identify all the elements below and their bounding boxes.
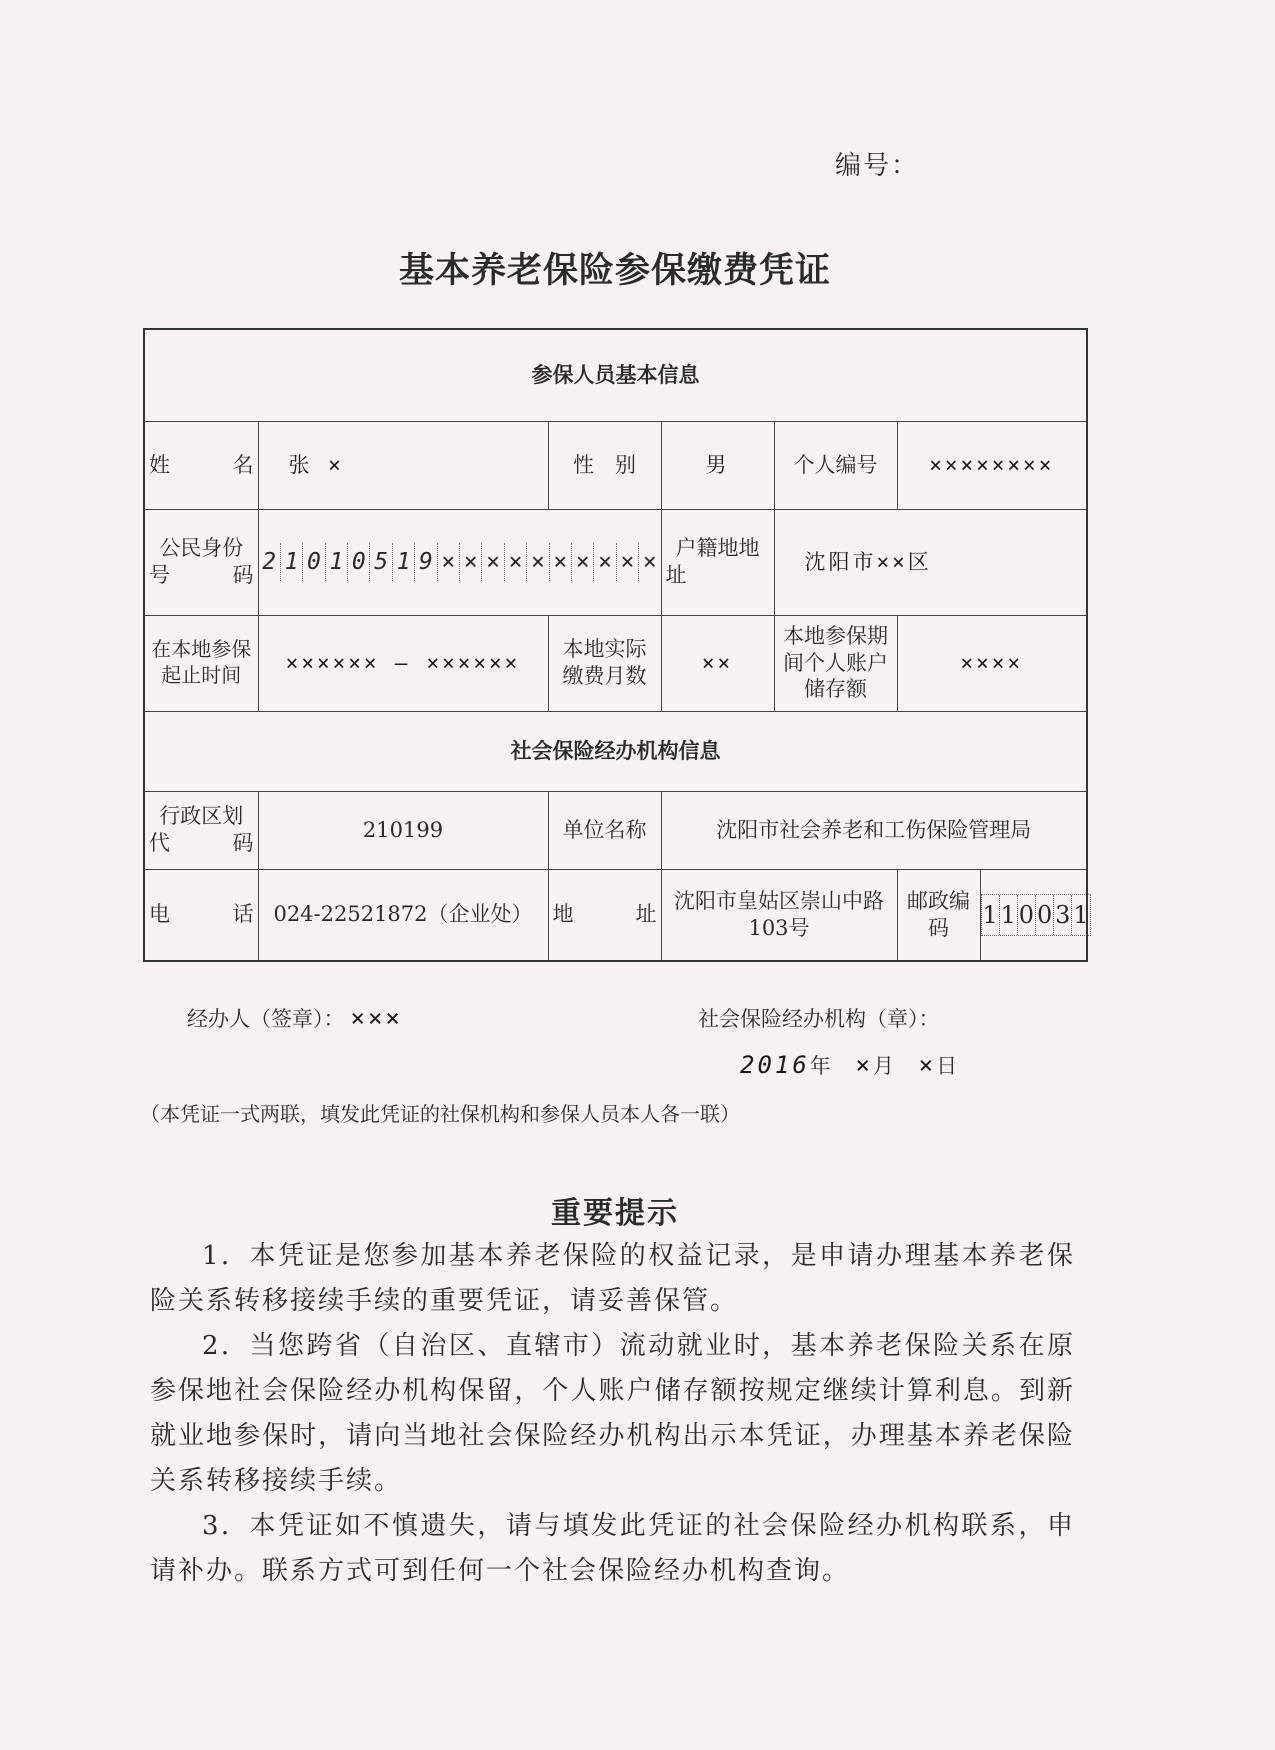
serial-number-label: 编号： <box>835 151 920 181</box>
agency-seal-label: 社会保险经办机构（章）： <box>698 1007 940 1031</box>
date-month: × <box>855 1051 873 1079</box>
section-personal-heading: 参保人员基本信息 <box>144 329 1087 421</box>
phone-label: 电 话 <box>144 869 258 961</box>
postal-digit: 1 <box>1000 895 1018 935</box>
section-agency-heading: 社会保险经办机构信息 <box>144 711 1087 791</box>
notice-body <box>150 1234 1075 1594</box>
day-label: 日 <box>936 1054 958 1078</box>
postal-digit: 1 <box>982 895 1000 935</box>
notice-item: 1．本凭证是您参加基本养老保险的权益记录，是申请办理基本养老保险关系转移接续手续的重要凭证，请妥善保管。 <box>150 1241 1075 1316</box>
household-address-label: 户籍地地 址 <box>661 509 774 615</box>
id-digit: 1 <box>393 543 415 581</box>
date-day: × <box>918 1051 937 1079</box>
postal-digit-boxes <box>981 894 1091 936</box>
id-digit: × <box>617 543 639 581</box>
id-digit: 0 <box>303 543 325 581</box>
personal-no-value: ×××××××× <box>897 421 1087 509</box>
months-value: ×× <box>661 615 774 711</box>
notice-title: 重要提示 <box>551 1196 679 1231</box>
name-value: 张 × <box>258 421 548 509</box>
id-digit: 1 <box>281 543 303 581</box>
address-label: 地 址 <box>548 869 661 961</box>
id-number-label: 公民身份号 码 <box>144 509 258 615</box>
account-balance-label: 本地参保期间个人账户储存额 <box>774 615 897 711</box>
postal-digit: 1 <box>1073 900 1089 929</box>
account-balance-value: ×××× <box>897 615 1087 711</box>
unit-name-value: 沈阳市社会养老和工伤保险管理局 <box>661 791 1087 869</box>
id-digit: 2 <box>259 543 281 581</box>
date-year: 2016 <box>740 1051 810 1079</box>
postal-digit: 0 <box>1018 895 1036 935</box>
handler-label: 经办人（签章）： <box>187 1007 345 1031</box>
postal-code-value <box>980 869 1087 961</box>
id-digit: × <box>642 549 657 575</box>
gender-value: 男 <box>661 421 774 509</box>
id-digit: × <box>572 543 594 581</box>
name-label: 姓 名 <box>144 421 258 509</box>
postal-code-label: 邮政编码 <box>897 869 980 961</box>
household-address-value: 沈阳市××区 <box>774 509 1087 615</box>
id-digit: × <box>438 543 460 581</box>
id-digit: 1 <box>326 543 348 581</box>
month-label: 月 <box>872 1054 894 1078</box>
id-digit: × <box>550 543 572 581</box>
postal-digit: 3 <box>1054 895 1072 935</box>
admin-code-value: 210199 <box>258 791 548 869</box>
personal-no-label: 个人编号 <box>774 421 897 509</box>
id-digit: × <box>482 543 504 581</box>
period-label: 在本地参保起止时间 <box>144 615 258 711</box>
id-digit: 0 <box>348 543 370 581</box>
id-number-value <box>258 509 661 615</box>
notice-item: 3．本凭证如不慎遗失，请与填发此凭证的社会保险经办机构联系，申请补办。联系方式可到任何一个社会保险经办机构查询。 <box>150 1511 1075 1586</box>
id-digit: 5 <box>370 543 392 581</box>
gender-label: 性 别 <box>548 421 661 509</box>
id-digit: × <box>594 543 616 581</box>
months-label: 本地实际缴费月数 <box>548 615 661 711</box>
id-digit: × <box>460 543 482 581</box>
year-label: 年 <box>809 1054 831 1078</box>
unit-name-label: 单位名称 <box>548 791 661 869</box>
notice-item: 2．当您跨省（自治区、直辖市）流动就业时，基本养老保险关系在原参保地社会保险经办机构保留，个人账户储存额按规定继续计算利息。到新就业地参保时，请向当地社会保险经办机构出示本凭证，办理基本养老保险关系转移接续手续。 <box>150 1331 1075 1496</box>
id-digit-boxes <box>259 543 661 581</box>
copies-note: （本凭证一式两联，填发此凭证的社保机构和参保人员本人各一联） <box>140 1102 740 1126</box>
id-digit: × <box>527 543 549 581</box>
certificate-form-table <box>143 328 1088 962</box>
document-title: 基本养老保险参保缴费凭证 <box>398 251 831 291</box>
period-value: ×××××× — ×××××× <box>258 615 548 711</box>
handler-signature <box>187 1003 403 1033</box>
id-digit: 9 <box>415 543 437 581</box>
issue-date <box>740 1050 957 1080</box>
postal-digit: 0 <box>1036 895 1054 935</box>
handler-value: ××× <box>350 1004 403 1032</box>
admin-code-label: 行政区划代 码 <box>144 791 258 869</box>
id-digit: × <box>505 543 527 581</box>
phone-value: 024-22521872（企业处） <box>258 869 548 961</box>
address-value: 沈阳市皇姑区崇山中路103号 <box>661 869 897 961</box>
